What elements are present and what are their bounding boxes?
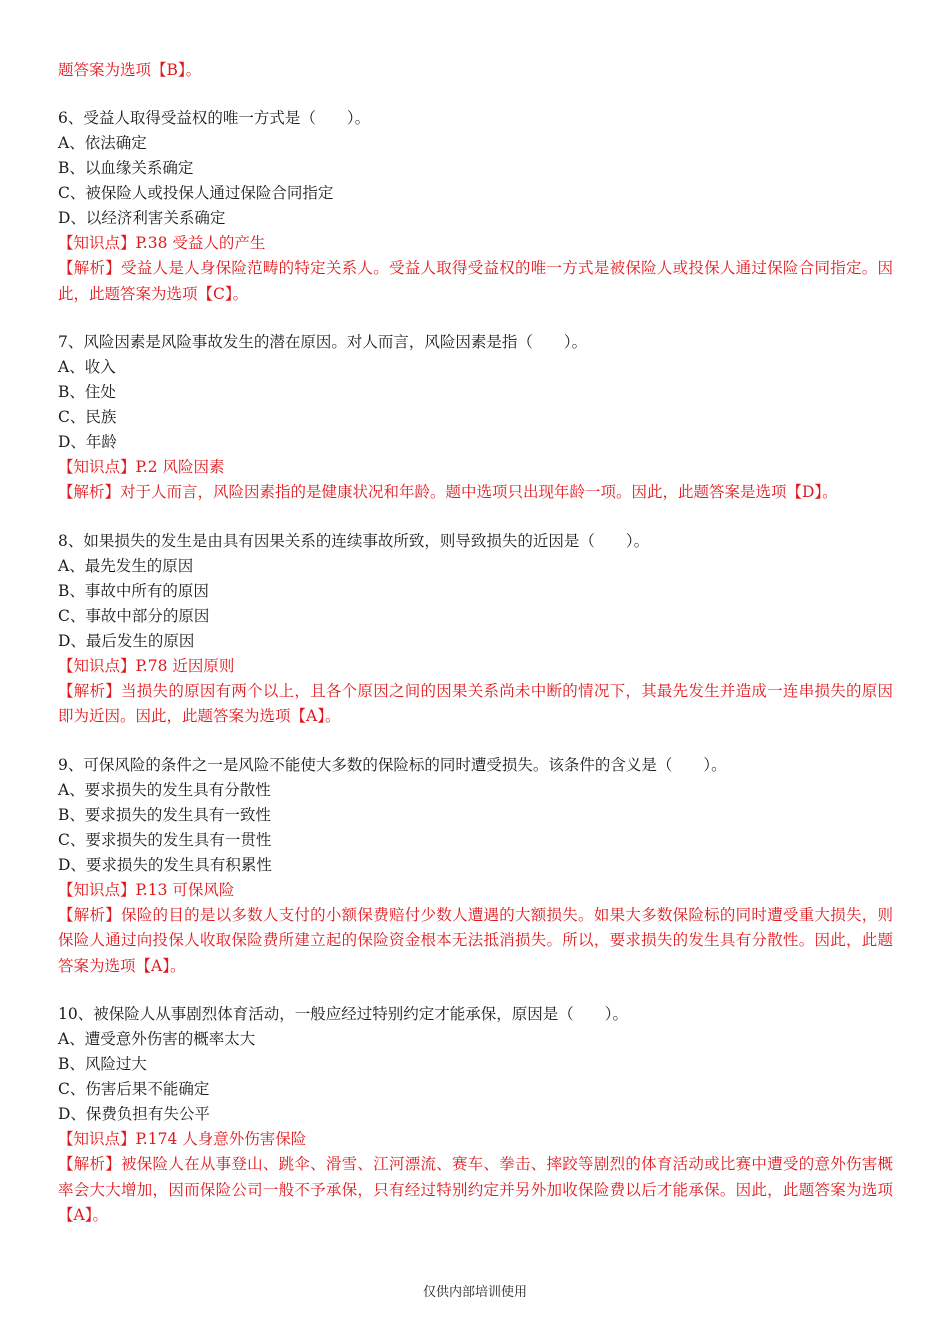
answer-option: B、要求损失的发生具有一致性: [58, 805, 271, 824]
answer-option: C、伤害后果不能确定: [58, 1080, 210, 1098]
answer-option: D、年龄: [58, 433, 117, 451]
question-stem: 10、被保险人从事剧烈体育活动，一般应经过特别约定才能承保，原因是（ ）。: [58, 1005, 628, 1023]
answer-option: D、最后发生的原因: [58, 631, 195, 650]
document-body: [58, 58, 893, 1229]
question-block: [58, 330, 893, 506]
answer-option: A、依法确定: [58, 134, 147, 152]
answer-option: A、要求损失的发生具有分散性: [58, 780, 271, 799]
answer-option: B、住处: [58, 383, 116, 401]
question-block: [58, 106, 893, 307]
answer-option: A、遭受意外伤害的概率太大: [58, 1030, 256, 1048]
analysis: 【解析】对于人而言，风险因素指的是健康状况和年龄。题中选项只出现年龄一项。因此，此题答案是选项【D】。: [58, 483, 838, 501]
knowledge-point: 【知识点】P.38 受益人的产生: [58, 234, 266, 252]
answer-option: C、要求损失的发生具有一贯性: [58, 830, 272, 849]
question-stem: 7、风险因素是风险事故发生的潜在原因。对人而言，风险因素是指（ ）。: [58, 333, 588, 351]
question-block: [58, 753, 893, 980]
answer-option: D、保费负担有失公平: [58, 1105, 210, 1123]
analysis: 【解析】保险的目的是以多数人支付的小额保费赔付少数人遭遇的大额损失。如果大多数保险标的同时遭受重大损失，则保险人通过向投保人收取保险费所建立起的保险资金根本无法抵消损失。所以，要求损失的发生具有分散性。因此，此题答案为选项【A】。: [58, 905, 893, 975]
question-stem: 9、可保风险的条件之一是风险不能使大多数的保险标的同时遭受损失。该条件的含义是（ ）。: [58, 755, 727, 774]
answer-option: D、以经济利害关系确定: [58, 209, 226, 227]
footer-note: 仅供内部培训使用: [422, 1285, 527, 1300]
question-block: [58, 529, 893, 730]
answer-option: C、民族: [58, 408, 117, 426]
knowledge-point: 【知识点】P.174 人身意外伤害保险: [58, 1130, 307, 1148]
question-list: [58, 106, 893, 1229]
answer-option: C、被保险人或投保人通过保险合同指定: [58, 184, 334, 202]
answer-option: B、以血缘关系确定: [58, 159, 194, 177]
knowledge-point: 【知识点】P.2 风险因素: [58, 458, 225, 476]
answer-option: A、收入: [58, 358, 116, 376]
analysis: 【解析】受益人是人身保险范畴的特定关系人。受益人取得受益权的唯一方式是被保险人或投保人通过保险合同指定。因此，此题答案为选项【C】。: [58, 259, 893, 303]
knowledge-point: 【知识点】P.13 可保风险: [58, 880, 235, 899]
question-stem: 6、受益人取得受益权的唯一方式是（ ）。: [58, 109, 371, 127]
answer-option: C、事故中部分的原因: [58, 606, 210, 625]
knowledge-point: 【知识点】P.78 近因原则: [58, 656, 235, 675]
answer-option: A、最先发生的原因: [58, 556, 194, 575]
question-block: [58, 1002, 893, 1229]
answer-option: B、事故中所有的原因: [58, 581, 209, 600]
analysis: 【解析】当损失的原因有两个以上，且各个原因之间的因果关系尚未中断的情况下，其最先发生并造成一连串损失的原因即为近因。因此，此题答案为选项【A】。: [58, 681, 893, 725]
answer-option: D、要求损失的发生具有积累性: [58, 855, 272, 874]
answer-option: B、风险过大: [58, 1055, 147, 1073]
analysis: 【解析】被保险人在从事登山、跳伞、滑雪、江河漂流、赛车、拳击、摔跤等剧烈的体育活动或比赛中遭受的意外伤害概率会大大增加，因而保险公司一般不予承保，只有经过特别约定并另外加收保险费以后才能承保。因此，此题答案为选项【A】。: [58, 1155, 893, 1224]
previous-answer-line: 题答案为选项【B】。: [58, 61, 202, 79]
question-stem: 8、如果损失的发生是由具有因果关系的连续事故所致，则导致损失的近因是（ ）。: [58, 531, 650, 550]
